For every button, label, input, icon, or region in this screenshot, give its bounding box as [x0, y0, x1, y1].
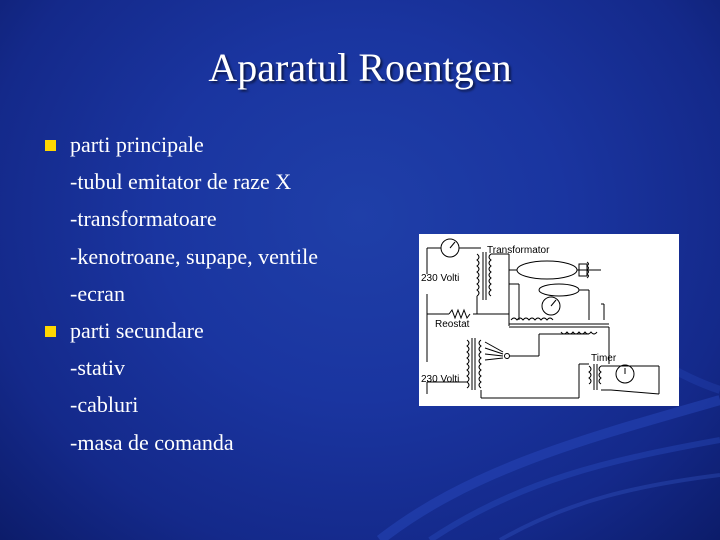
bullet-main-secundare: [44, 314, 404, 351]
bullet-text: -kenotroane, supape, ventile: [70, 243, 319, 269]
bullet-text: -tubul emitator de raze X: [70, 169, 292, 195]
bullet-sub-cabluri: [44, 388, 404, 425]
bullet-text: -stativ: [70, 355, 125, 381]
bullet-sub-masa: [44, 426, 404, 463]
circuit-diagram: [419, 234, 679, 406]
square-bullet-icon: [45, 326, 56, 337]
bullet-sub-stativ: [44, 351, 404, 388]
square-bullet-icon: [45, 140, 56, 151]
bullet-text: -masa de comanda: [70, 429, 234, 455]
bullet-sub-kenotroane: [44, 240, 404, 277]
label-timer: Timer: [591, 353, 617, 364]
bullet-text: parti secundare: [70, 317, 204, 343]
bullet-list: [44, 128, 404, 463]
bullet-sub-ecran: [44, 277, 404, 314]
bullet-sub-transformatoare: [44, 202, 404, 239]
label-230-volti-bottom: 230 Volti: [421, 374, 460, 385]
bullet-text: -ecran: [70, 280, 125, 306]
label-reostat: Reostat: [435, 319, 470, 330]
bullet-text: -transformatoare: [70, 206, 217, 232]
label-230-volti-top: 230 Volti: [421, 273, 460, 284]
bullet-sub-tubul: [44, 165, 404, 202]
bullet-main-principale: [44, 128, 404, 165]
slide-title: Aparatul Roentgen: [208, 45, 512, 90]
bullet-text: -cabluri: [70, 392, 139, 418]
bullet-text: parti principale: [70, 132, 204, 157]
label-transformator: Transformator: [487, 245, 550, 256]
